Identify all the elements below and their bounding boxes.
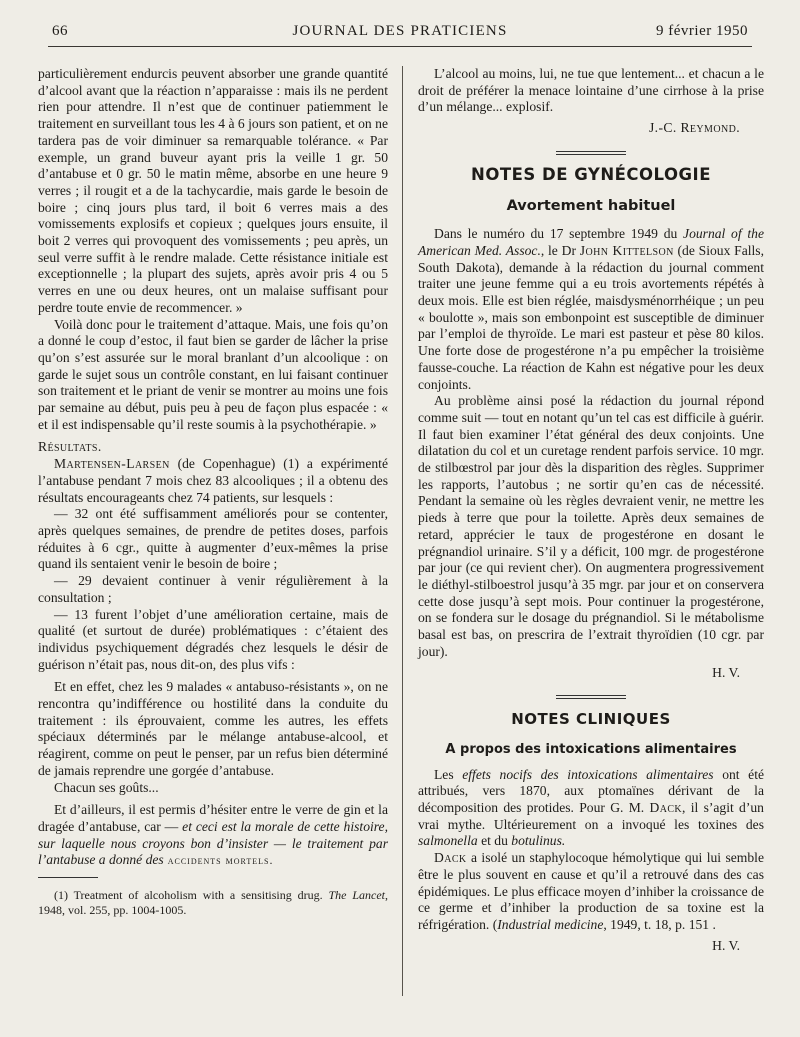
page-number: 66 <box>52 23 68 39</box>
article-title: Avortement habituel <box>506 197 676 214</box>
paragraph: Martensen-Larsen (de Copenhague) (1) a expérimenté l’antabuse pendant 7 mois chez 83 alcooliques ; il a obtenu des résultats encourageants chez 74 patients, sur lesquels : <box>38 456 388 505</box>
signature: J.-C. Reymond. <box>648 120 740 136</box>
author-name: Dack <box>434 850 467 866</box>
author-name: Dack <box>649 800 683 816</box>
signature: H. V. <box>712 664 740 680</box>
issue-date: 9 février 1950 <box>656 23 748 39</box>
paragraph: Dans le numéro du 17 septembre 1949 du Journal of the American Med. Assoc., le Dr John Kittelson (de Sioux Falls, South Dakota), demande à la rédaction du journal comment traiter une jeune femme qui a eu trois avortements répétés à deux mois. Elle est bien réglée, maisdysménorrhéique ; un peu « boulotte », mais son embonpoint est susceptible de diminuer par l’emploi de thyroïde. Le mari est pasteur et pèse 80 kilos. Une forte dose de progestérone n’a pu empêcher la troisième fausse-couche. La réaction de Kahn est négative pour les deux conjoints. <box>418 226 764 392</box>
section-rule <box>556 695 626 699</box>
paragraph: particulièrement endurcis peuvent absorber une grande quantité d’alcool avant que la réaction n’apparaisse : mais ils ne perdent rien pour attendre. Il n’est que de continuer patiemment le traitement en surveillant tous les 4 à 6 jours son patient, et on ne tardera pas de voir diminuer sa remarquable tolérance. « Par exemple, un grand buveur ayant pris la veille 1 gr. 50 d’antabuse et 0 gr. 50 le matin même, absorbe en une heure 9 verres ; il rougit et a de la tachycardie, mais garde le besoin de boire ; cinq jours plus tard, il boit 6 verres mais a des vomissements explosifs et copieux ; quelques jours ensuite, il boit 2 verres qui provoquent des vomissements ; peu après, un seul verre suffit à le rendre malade. Cette résistance initiale est exceptionnelle ; la plupart des sujets, après avoir pris 4 ou 5 verres en une ou deux heures, ont un malaise suffisant pour perdre toute envie de recommencer. » <box>38 66 388 315</box>
footnote-rule <box>38 877 98 878</box>
signature: H. V. <box>712 937 740 953</box>
page-header <box>48 18 752 47</box>
paragraph: Et en effet, chez les 9 malades « antabuso-résistants », on ne rencontra qu’indifférence ou hostilité dans la conduite du traitement : ils éprouvaient, comme les autres, les effets spéciaux déterminés par le mélange antabuse-alcool, et réagirent, comme on peut le penser, par un refus bien déterminé de jamais reprendre une gorgée d’antabuse. <box>38 679 388 778</box>
paragraph: Voilà donc pour le traitement d’attaque. Mais, une fois qu’on a donné le coup d’estoc, il faut bien se garder de lâcher la prise qu’on s’est assurée sur le moral branlant d’un alcoolique : on garde le sujet sous un contrôle constant, en lui faisant continuer son traitement et le priant de venir se montrer au moins une fois par semaine au début, puis peu à peu de façon plus espacée : « et il est indispensable qu’il reste soumis à la psychothérapie. » <box>38 316 388 432</box>
list-item: — 13 furent l’objet d’une amélioration certaine, mais de qualité (et surtout de durée) problématiques : c’étaient des individus psychiquement dégradés chez lesquels le désir de guérison n’était pas, nous dit-on, des plus vifs : <box>38 606 388 672</box>
paragraph: L’alcool au moins, lui, ne tue que lentement... et chacun a le droit de préférer la menace lointaine d’une cirrhose à la prise d’un mélange... explosif. <box>418 66 764 115</box>
paragraph: Au problème ainsi posé la rédaction du journal répond comme suit — tout en notant qu’un tel cas est difficile à guérir. Il faut bien examiner l’état général des deux conjoints. Une dilatation du col et un curetage rendent parfois service. 10 mgr. de stilbœstrol par jour dès la disparition des règles. Supprimer les rapports, l’autobus ; ne sortir qu’en cas de nécessité. Pendant la semaine où les règles devraient venir, ne mettre les pieds à terre que pour la toilette. Après deux semaines de retard, apprécier le taux de progestérone en dosant le prégnandiol urinaire. S’il y a déficit, 100 mgr. de progestérone par jour (ce qui revient cher). On augmentera progressivement le diéthyl-stilboestrol jusqu’à 35 mgr. par jour et on conservera cette dose jusqu’à sept mois. Pour continuer la progestérone, on se fondera sur le dosage du prégnandiol. Si le métabolisme basal est bas, on prescrira de l’extrait thyroïdien (10 cgr. par jour). <box>418 393 764 659</box>
right-column <box>418 66 764 954</box>
list-item: — 32 ont été suffisamment améliorés pour se contenter, après quelques semaines, de prendre de petites doses, parfois réduites à 6 cgr., quitte à augmenter d’eux-mêmes la prise quand ils sentaient venir le besoin de boire ; <box>38 506 388 572</box>
journal-title: JOURNAL DES PRATICIENS <box>292 23 508 39</box>
column-divider <box>402 66 403 996</box>
author-name: John Kittelson <box>579 242 674 258</box>
section-title: NOTES CLINIQUES <box>511 710 671 729</box>
paragraph: Dack a isolé un staphylocoque hémolytique qui lui semble être le plus souvent en cause et qu’il a retrouvé dans des cas épidémiques. Le plus efficace moyen d’inhiber la croissance de ce germe et d’inhiber la production de sa toxine est la réfrigération. (Industrial medicine, 1949, t. 18, p. 151 . <box>418 850 764 932</box>
footnote: (1) Treatment of alcoholism with a sensitising drug. The Lancet, 1948, vol. 255, pp. 1004-1005. <box>38 888 388 918</box>
section-title: NOTES DE GYNÉCOLOGIE <box>471 164 711 184</box>
section-rule <box>556 151 626 155</box>
left-column <box>38 66 388 918</box>
article-title: A propos des intoxications alimentaires <box>445 741 737 757</box>
author-name: Martensen-Larsen <box>54 456 170 472</box>
paragraph: Et d’ailleurs, il est permis d’hésiter entre le verre de gin et la dragée d’antabuse, car — et ceci est la morale de cette histoire, sur laquelle nous croyons bon d’insister — le traitement par l’antabuse a donné des accidents mortels. <box>38 802 388 868</box>
paragraph: Chacun ses goûts... <box>54 779 159 795</box>
section-heading: Résultats. <box>38 439 102 455</box>
list-item: — 29 devaient continuer à venir régulièrement à la consultation ; <box>38 573 388 605</box>
paragraph: Les effets nocifs des intoxications alimentaires ont été attribués, vers 1870, aux ptomaïnes dérivant de la décomposition des protides. Pour G. M. Dack, il s’agit d’un vrai mythe. Ultérieurement on a invoqué les toxines des salmonella et du botulinus. <box>418 766 765 849</box>
